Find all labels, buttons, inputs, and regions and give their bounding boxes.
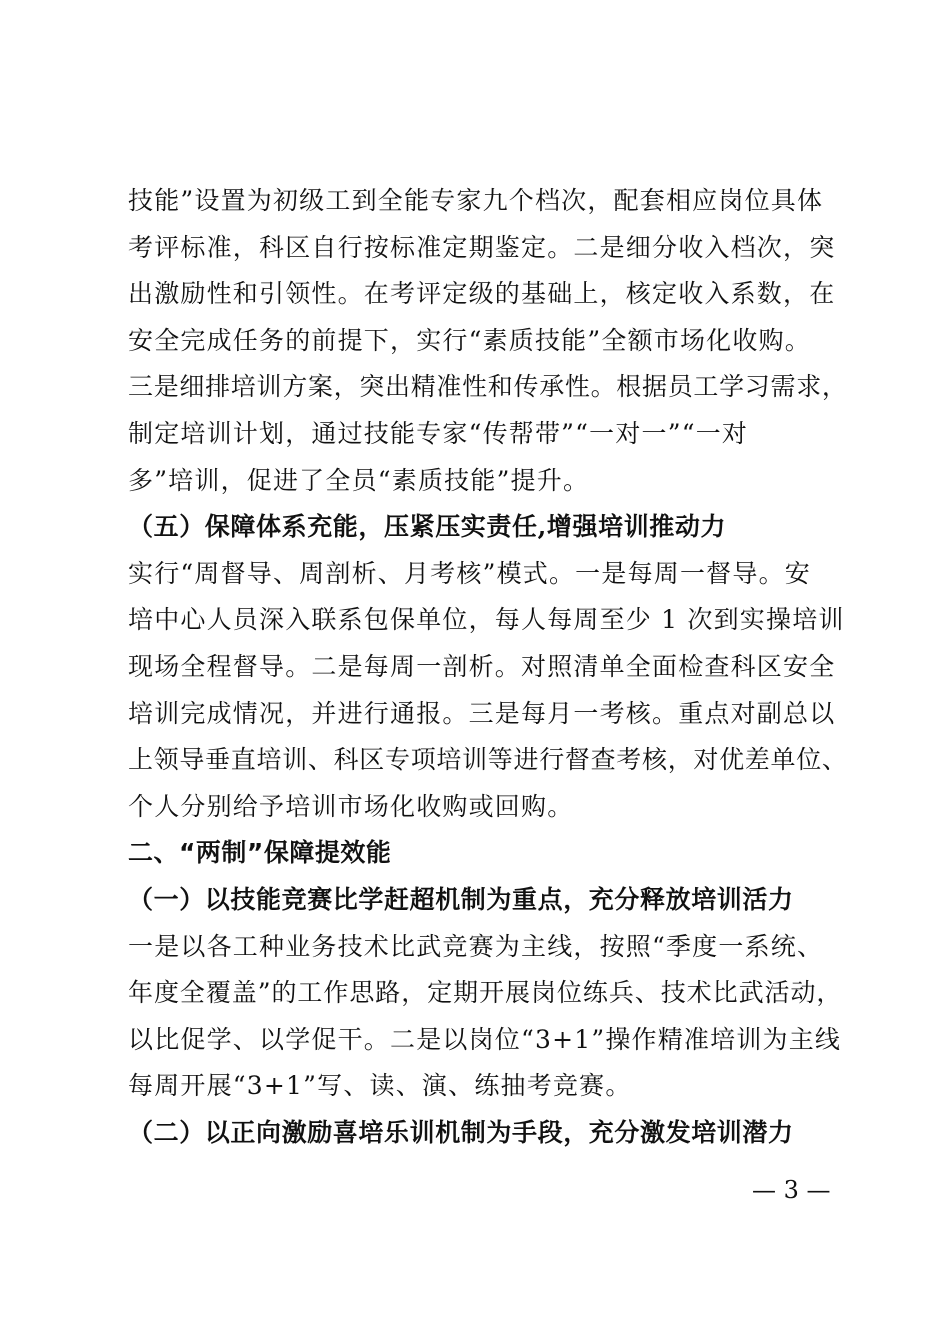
paragraph-line: 一是以各工种业务技术比武竞赛为主线，按照“季度一系统、 [128,931,824,961]
paragraph-line: 培训完成情况，并进行通报。三是每月一考核。重点对副总以 [128,698,836,728]
page-number: — 3 — [752,1176,831,1204]
paragraph-line: 以比促学、以学促干。二是以岗位“3+1”操作精准培训为主线 [128,1024,842,1054]
section-subheading: （五）保障体系充能，压紧压实责任,增强培训推动力 [128,512,727,542]
section-subheading: （一）以技能竞赛比学赶超机制为重点，充分释放培训活力 [128,884,794,914]
paragraph-line: 年度全覆盖”的工作思路，定期开展岗位练兵、技术比武活动， [128,978,843,1008]
paragraph-line: 安全完成任务的前提下，实行“素质技能”全额市场化收购。 [128,325,811,355]
paragraph-line: 上领导垂直培训、科区专项培训等进行督查考核，对优差单位、 [128,745,848,775]
paragraph-line: 技能”设置为初级工到全能专家九个档次，配套相应岗位具体 [128,186,824,215]
body-text [128,178,848,1156]
paragraph-line: 个人分别给予培训市场化收购或回购。 [128,791,574,821]
paragraph-line: 多”培训，促进了全员“素质技能”提升。 [128,465,590,495]
section-heading: 二、“两制”保障提效能 [128,838,392,868]
paragraph-line: 考评标准，科区自行按标准定期鉴定。二是细分收入档次，突 [128,232,836,262]
paragraph-line: 每周开展“3+1”写、读、演、练抽考竞赛。 [128,1071,632,1101]
paragraph-line: 现场全程督导。二是每周一剖析。对照清单全面检查科区安全 [128,651,836,681]
paragraph-line: 制定培训计划，通过技能专家“传帮带”“一对一”“一对 [128,418,749,448]
section-subheading: （二）以正向激励喜培乐训机制为手段，充分激发培训潜力 [128,1117,794,1147]
paragraph-line: 三是细排培训方案，突出精准性和传承性。根据员工学习需求， [128,372,848,402]
paragraph-line: 出激励性和引领性。在考评定级的基础上，核定收入系数，在 [128,279,836,309]
paragraph-line: 实行“周督导、周剖析、月考核”模式。一是每周一督导。安 [128,558,811,588]
paragraph-line: 培中心人员深入联系包保单位，每人每周至少 1 次到实操培训 [128,605,845,635]
